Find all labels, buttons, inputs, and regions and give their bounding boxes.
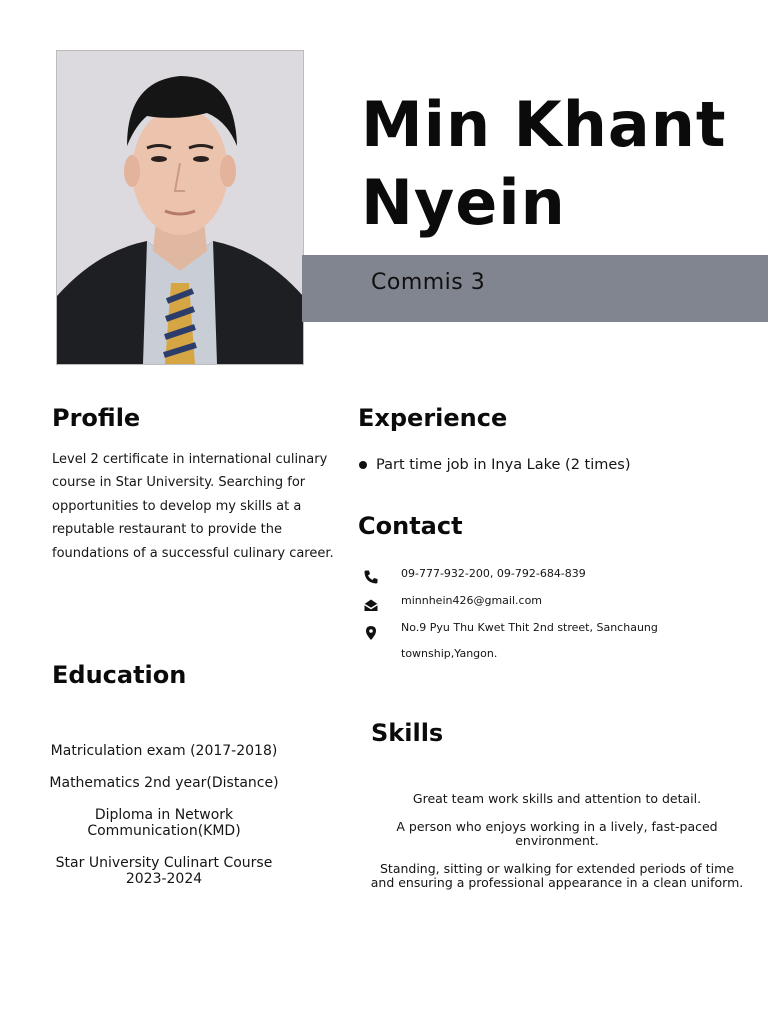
experience-item-text: Part time job in Inya Lake (2 times) [376, 457, 631, 473]
skills-heading: Skills [371, 719, 444, 747]
education-entry: Diploma in Network Communication(KMD) [87, 807, 241, 839]
skill-entry: Standing, sitting or walking for extended periods of time and ensuring a professional appearance in a clean uniform. [370, 860, 744, 890]
profile-heading: Profile [52, 404, 141, 432]
contact-heading: Contact [358, 512, 463, 540]
education-entry: Matriculation exam (2017-2018) [50, 743, 278, 759]
experience-heading: Experience [358, 404, 508, 432]
profile-photo [56, 50, 304, 365]
contact-address-line-2: township,Yangon. [401, 647, 498, 660]
experience-item [358, 455, 631, 475]
education-list [30, 743, 298, 903]
education-entry: Mathematics 2nd year(Distance) [49, 775, 279, 791]
job-title: Commis 3 [371, 270, 486, 295]
name-line-1: Min Khant [361, 88, 727, 161]
education-entry: Star University Culinart Course 2023-2024 [55, 855, 273, 887]
skill-entry: A person who enjoys working in a lively, fast-paced environment. [396, 818, 718, 848]
candidate-name [361, 86, 761, 242]
portrait-illustration [57, 51, 303, 364]
skills-list [362, 792, 752, 904]
bullet-icon [359, 461, 367, 469]
education-heading: Education [52, 661, 187, 689]
skill-entry: Great team work skills and attention to detail. [412, 791, 702, 806]
map-pin-icon [363, 625, 379, 641]
envelope-icon [363, 597, 379, 613]
profile-text: Level 2 certificate in international culinary course in Star University. Searching for opportunities to develop my skills at a reputable restaurant to provide the foundations of a successful culinary career. [52, 452, 334, 561]
phone-icon [363, 569, 379, 585]
name-line-2: Nyein [361, 166, 566, 239]
contact-phone: 09-777-932-200, 09-792-684-839 [401, 567, 586, 580]
contact-address-line-1: No.9 Pyu Thu Kwet Thit 2nd street, Sanchaung [401, 621, 658, 634]
contact-email: minnhein426@gmail.com [401, 594, 543, 607]
